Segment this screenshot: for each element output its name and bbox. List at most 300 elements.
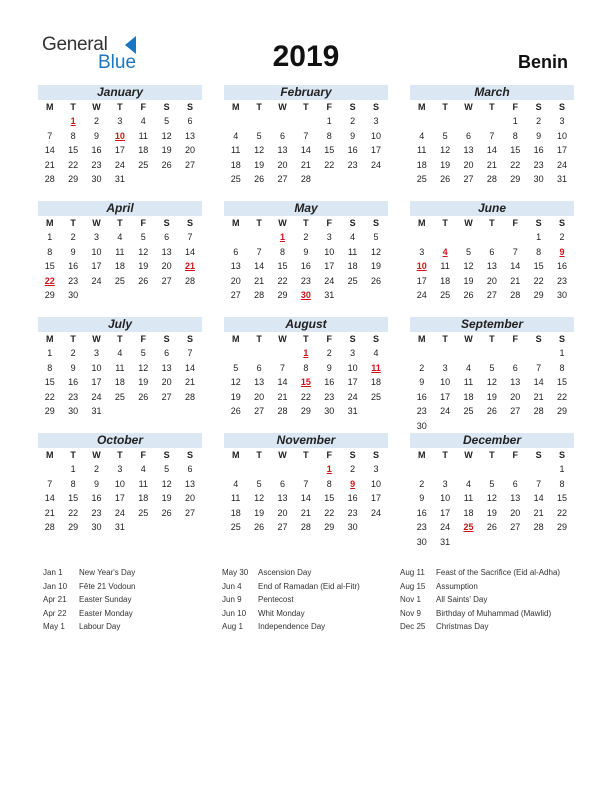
day-cell: 19 xyxy=(486,507,497,518)
day-cell: 15 xyxy=(44,261,55,272)
weekday-header: T xyxy=(303,450,309,460)
day-cell: 31 xyxy=(114,174,125,185)
day-cell: 5 xyxy=(256,478,262,489)
holiday-name: Ascension Day xyxy=(258,568,312,577)
day-cell: 25 xyxy=(440,290,451,301)
day-cell: 2 xyxy=(419,362,425,373)
weekday-header: W xyxy=(92,218,101,228)
holiday-item xyxy=(222,607,412,621)
day-cell: 4 xyxy=(233,478,239,489)
weekday-header: F xyxy=(140,450,146,460)
day-cell: 22 xyxy=(44,391,55,402)
day-cell: 19 xyxy=(138,377,149,388)
day-cell: 31 xyxy=(91,406,102,417)
weekday-header: T xyxy=(70,102,76,112)
day-cell: 1 xyxy=(326,116,332,126)
holiday-name: New Year's Day xyxy=(79,568,136,577)
day-cell: 10 xyxy=(91,362,102,373)
day-cell: 20 xyxy=(277,507,288,518)
day-cell: 20 xyxy=(185,145,196,156)
day-cell: 10 xyxy=(440,377,451,388)
day-cell: 16 xyxy=(324,377,335,388)
day-cell: 23 xyxy=(68,391,79,402)
day-cell xyxy=(433,346,456,361)
day-cell: 22 xyxy=(557,391,568,402)
day-cell: 3 xyxy=(373,464,379,474)
holiday-item xyxy=(222,580,412,594)
week-row xyxy=(224,172,388,187)
day-cell: 17 xyxy=(440,507,451,518)
day-cell: 18 xyxy=(347,261,358,272)
weekday-header: S xyxy=(349,450,356,460)
day-cell: 30 xyxy=(416,420,427,431)
day-cell: 23 xyxy=(347,159,358,170)
holiday-date: Jun 9 xyxy=(222,595,242,605)
day-cell: 9 xyxy=(303,246,309,257)
day-cell xyxy=(457,535,480,550)
holiday-date: Nov 9 xyxy=(400,608,421,618)
weekday-header: W xyxy=(278,218,287,228)
holiday-column xyxy=(43,566,233,634)
day-cell xyxy=(155,172,178,187)
weekday-header: T xyxy=(303,102,309,112)
day-cell: 8 xyxy=(326,130,332,141)
day-cell: 10 xyxy=(371,478,382,489)
week-row xyxy=(410,375,574,390)
month-name: December xyxy=(410,433,574,448)
weekday-header: W xyxy=(92,334,101,344)
day-cell: 10 xyxy=(324,246,335,257)
day-cell: 31 xyxy=(324,290,335,301)
weekday-header-row xyxy=(410,332,574,346)
day-cell xyxy=(457,419,480,434)
week-row xyxy=(410,491,574,506)
day-cell: 5 xyxy=(140,232,146,242)
day-cell: 5 xyxy=(442,130,448,141)
day-cell: 9 xyxy=(93,130,99,141)
day-cell xyxy=(364,288,387,303)
day-cell: 26 xyxy=(230,406,241,417)
week-row xyxy=(38,462,202,477)
weekday-header: S xyxy=(535,334,542,344)
day-cell xyxy=(155,288,178,303)
day-cell: 26 xyxy=(138,391,149,402)
week-row xyxy=(410,520,574,535)
day-cell: 29 xyxy=(557,522,568,533)
day-cell: 18 xyxy=(114,261,125,272)
day-cell xyxy=(550,419,573,434)
weekday-header: S xyxy=(187,102,194,112)
day-cell: 25 xyxy=(114,391,125,402)
weekday-header: S xyxy=(163,102,170,112)
day-cell: 12 xyxy=(371,246,382,257)
day-cell: 25 xyxy=(371,391,382,402)
day-cell: 15 xyxy=(44,377,55,388)
day-cell: 15 xyxy=(510,145,521,156)
day-cell: 12 xyxy=(138,246,149,257)
day-cell: 18 xyxy=(138,145,149,156)
week-row xyxy=(410,477,574,492)
day-cell: 15 xyxy=(533,261,544,272)
day-cell: 12 xyxy=(254,493,265,504)
day-cell: 5 xyxy=(256,130,262,141)
day-cell xyxy=(271,114,294,129)
weekday-header: M xyxy=(231,334,240,344)
holiday-date: Aug 1 xyxy=(222,622,243,632)
day-cell: 2 xyxy=(350,116,356,126)
week-row xyxy=(410,245,574,260)
day-cell: 1 xyxy=(70,464,76,474)
month-march xyxy=(410,85,574,187)
day-cell xyxy=(480,346,503,361)
weekday-header: T xyxy=(442,218,448,228)
day-cell: 7 xyxy=(536,362,542,373)
day-cell: 7 xyxy=(512,246,518,257)
weekday-header: M xyxy=(417,334,426,344)
day-cell: 19 xyxy=(254,159,265,170)
day-cell: 28 xyxy=(44,522,55,533)
month-september xyxy=(410,317,574,434)
day-cell xyxy=(550,535,573,550)
day-cell: 8 xyxy=(536,246,542,257)
day-cell: 10 xyxy=(440,493,451,504)
day-cell: 24 xyxy=(114,507,125,518)
weekday-header-row xyxy=(38,100,202,114)
day-cell: 9 xyxy=(70,246,76,257)
week-row xyxy=(224,462,388,477)
day-cell: 9 xyxy=(93,478,99,489)
holiday-day-cell: 9 xyxy=(559,246,565,257)
day-cell: 22 xyxy=(277,275,288,286)
day-cell: 11 xyxy=(463,493,474,504)
day-cell: 22 xyxy=(324,507,335,518)
day-cell: 28 xyxy=(510,290,521,301)
month-july xyxy=(38,317,202,419)
week-row xyxy=(410,158,574,173)
holiday-day-cell: 4 xyxy=(442,246,448,257)
day-cell: 20 xyxy=(185,493,196,504)
week-row xyxy=(38,274,202,289)
day-cell: 14 xyxy=(185,246,196,257)
day-cell xyxy=(527,535,550,550)
holiday-name: Fête 21 Vodoun xyxy=(79,581,136,591)
day-cell: 29 xyxy=(44,406,55,417)
week-row xyxy=(38,129,202,144)
country-title: Benin xyxy=(517,52,568,72)
day-cell xyxy=(504,230,527,245)
weekday-header: F xyxy=(140,102,146,112)
day-cell: 15 xyxy=(557,493,568,504)
week-row xyxy=(410,361,574,376)
month-january xyxy=(38,85,202,187)
week-row xyxy=(38,346,202,361)
day-cell: 16 xyxy=(533,145,544,156)
day-cell: 17 xyxy=(371,145,382,156)
holiday-name: Pentecost xyxy=(258,595,294,605)
day-cell: 3 xyxy=(93,348,99,358)
day-cell xyxy=(364,404,387,419)
day-cell: 7 xyxy=(303,130,309,141)
day-cell: 15 xyxy=(68,145,79,156)
day-cell: 28 xyxy=(277,406,288,417)
day-cell xyxy=(224,114,247,129)
day-cell xyxy=(433,114,456,129)
day-cell xyxy=(132,404,155,419)
week-row xyxy=(224,346,388,361)
day-cell xyxy=(294,114,317,129)
holiday-date: Apr 21 xyxy=(43,595,67,605)
day-cell: 18 xyxy=(114,377,125,388)
day-cell: 5 xyxy=(140,348,146,358)
day-cell: 17 xyxy=(114,145,125,156)
day-cell: 8 xyxy=(559,478,565,489)
day-cell: 16 xyxy=(91,493,102,504)
holiday-item xyxy=(43,607,233,621)
month-june xyxy=(410,201,574,303)
week-row xyxy=(410,346,574,361)
day-cell: 8 xyxy=(303,362,309,373)
day-cell: 23 xyxy=(324,391,335,402)
day-cell: 19 xyxy=(161,493,172,504)
day-cell: 16 xyxy=(347,493,358,504)
day-cell xyxy=(224,462,247,477)
day-cell: 26 xyxy=(371,275,382,286)
day-cell: 20 xyxy=(510,391,521,402)
holiday-name: All Saints' Day xyxy=(436,595,488,605)
day-cell: 6 xyxy=(512,478,518,489)
day-cell: 19 xyxy=(138,261,149,272)
day-cell: 26 xyxy=(254,522,265,533)
day-cell xyxy=(178,288,201,303)
day-cell xyxy=(433,419,456,434)
week-row xyxy=(224,143,388,158)
day-cell: 22 xyxy=(300,391,311,402)
month-november xyxy=(224,433,388,535)
day-cell: 23 xyxy=(91,507,102,518)
weekday-header: W xyxy=(92,102,101,112)
day-cell: 6 xyxy=(233,246,239,257)
day-cell: 23 xyxy=(416,406,427,417)
day-cell: 18 xyxy=(371,377,382,388)
holiday-day-cell: 11 xyxy=(371,362,381,373)
weekday-header: S xyxy=(373,450,380,460)
day-cell: 11 xyxy=(115,362,125,373)
weekday-header: F xyxy=(140,334,146,344)
weekday-header: T xyxy=(489,218,495,228)
holiday-day-cell: 15 xyxy=(300,377,311,388)
weekday-header: S xyxy=(535,218,542,228)
month-name: June xyxy=(410,201,574,216)
holiday-column xyxy=(400,566,590,634)
month-may xyxy=(224,201,388,303)
day-cell: 3 xyxy=(117,116,123,126)
day-cell: 21 xyxy=(510,275,521,286)
day-cell: 27 xyxy=(277,522,288,533)
day-cell: 17 xyxy=(416,275,427,286)
day-cell: 6 xyxy=(164,232,170,242)
weekday-header: W xyxy=(278,102,287,112)
holiday-name: Easter Sunday xyxy=(79,595,132,605)
weekday-header-row xyxy=(38,216,202,230)
day-cell: 10 xyxy=(114,478,125,489)
month-name: September xyxy=(410,317,574,332)
day-cell: 28 xyxy=(533,522,544,533)
day-cell: 25 xyxy=(416,174,427,185)
day-cell: 16 xyxy=(91,145,102,156)
day-cell: 4 xyxy=(117,348,123,358)
day-cell: 21 xyxy=(277,391,288,402)
weekday-header: F xyxy=(512,450,518,460)
holiday-date: Jun 4 xyxy=(222,581,242,591)
week-row xyxy=(38,506,202,521)
day-cell: 27 xyxy=(230,290,241,301)
day-cell: 30 xyxy=(416,536,427,547)
week-row xyxy=(410,404,574,419)
month-april xyxy=(38,201,202,303)
weekday-header: F xyxy=(140,218,146,228)
week-row xyxy=(224,520,388,535)
day-cell xyxy=(433,462,456,477)
day-cell xyxy=(480,535,503,550)
weekday-header: T xyxy=(442,450,448,460)
holiday-date: Jun 10 xyxy=(222,608,247,618)
week-row xyxy=(38,520,202,535)
day-cell: 8 xyxy=(279,246,285,257)
day-cell xyxy=(132,520,155,535)
day-cell: 11 xyxy=(231,145,241,156)
day-cell xyxy=(132,172,155,187)
week-row xyxy=(410,259,574,274)
day-cell: 22 xyxy=(68,159,79,170)
day-cell: 27 xyxy=(161,275,172,286)
day-cell: 15 xyxy=(324,493,335,504)
day-cell: 6 xyxy=(279,478,285,489)
day-cell: 15 xyxy=(277,261,288,272)
week-row xyxy=(224,259,388,274)
holiday-item xyxy=(43,593,233,607)
day-cell: 2 xyxy=(70,232,76,242)
day-cell: 9 xyxy=(536,130,542,141)
day-cell: 21 xyxy=(533,507,544,518)
day-cell: 26 xyxy=(486,522,497,533)
holiday-item xyxy=(400,607,590,621)
day-cell: 15 xyxy=(68,493,79,504)
day-cell xyxy=(364,520,387,535)
day-cell: 3 xyxy=(350,348,356,358)
day-cell xyxy=(410,114,433,129)
weekday-header: S xyxy=(559,334,566,344)
day-cell xyxy=(294,462,317,477)
weekday-header: M xyxy=(417,218,426,228)
week-row xyxy=(224,506,388,521)
day-cell: 23 xyxy=(68,275,79,286)
holiday-item xyxy=(222,620,412,634)
day-cell: 7 xyxy=(256,246,262,257)
day-cell: 1 xyxy=(536,232,542,242)
day-cell: 19 xyxy=(254,507,265,518)
holiday-name: Christmas Day xyxy=(436,622,489,632)
weekday-header: T xyxy=(489,450,495,460)
day-cell: 23 xyxy=(533,159,544,170)
day-cell xyxy=(527,462,550,477)
day-cell: 15 xyxy=(557,377,568,388)
day-cell: 20 xyxy=(277,159,288,170)
day-cell: 26 xyxy=(138,275,149,286)
week-row xyxy=(224,230,388,245)
day-cell xyxy=(155,520,178,535)
day-cell: 17 xyxy=(440,391,451,402)
day-cell: 24 xyxy=(371,507,382,518)
day-cell: 5 xyxy=(489,362,495,373)
day-cell: 10 xyxy=(347,362,358,373)
weekday-header: S xyxy=(349,334,356,344)
holiday-day-cell: 25 xyxy=(463,522,474,533)
day-cell: 31 xyxy=(114,522,125,533)
weekday-header: M xyxy=(417,102,426,112)
day-cell: 20 xyxy=(161,377,172,388)
weekday-header: M xyxy=(45,334,54,344)
week-row xyxy=(38,288,202,303)
day-cell: 28 xyxy=(44,174,55,185)
day-cell: 14 xyxy=(533,377,544,388)
day-cell: 8 xyxy=(70,130,76,141)
day-cell xyxy=(504,419,527,434)
holiday-item xyxy=(400,593,590,607)
day-cell: 14 xyxy=(300,493,311,504)
day-cell: 12 xyxy=(138,362,149,373)
week-row xyxy=(38,361,202,376)
weekday-header: T xyxy=(442,334,448,344)
day-cell: 28 xyxy=(533,406,544,417)
day-cell: 15 xyxy=(324,145,335,156)
day-cell: 5 xyxy=(164,116,170,126)
day-cell: 28 xyxy=(300,522,311,533)
weekday-header: S xyxy=(163,218,170,228)
weekday-header: S xyxy=(373,102,380,112)
day-cell: 21 xyxy=(185,377,196,388)
day-cell: 18 xyxy=(138,493,149,504)
day-cell: 13 xyxy=(463,145,474,156)
month-december xyxy=(410,433,574,550)
day-cell: 25 xyxy=(230,174,241,185)
day-cell: 20 xyxy=(510,507,521,518)
day-cell: 4 xyxy=(373,348,379,358)
day-cell: 22 xyxy=(324,159,335,170)
day-cell: 27 xyxy=(277,174,288,185)
day-cell: 12 xyxy=(440,145,451,156)
weekday-header: T xyxy=(489,334,495,344)
day-cell: 6 xyxy=(512,362,518,373)
weekday-header-row xyxy=(410,100,574,114)
day-cell: 14 xyxy=(185,362,196,373)
day-cell: 2 xyxy=(70,348,76,358)
day-cell: 29 xyxy=(68,174,79,185)
day-cell: 21 xyxy=(44,507,55,518)
day-cell: 6 xyxy=(187,464,193,474)
month-february xyxy=(224,85,388,187)
day-cell: 7 xyxy=(187,232,193,242)
day-cell: 8 xyxy=(70,478,76,489)
month-name: March xyxy=(410,85,574,100)
holiday-day-cell: 10 xyxy=(114,130,125,141)
day-cell: 10 xyxy=(557,130,568,141)
week-row xyxy=(38,390,202,405)
day-cell: 13 xyxy=(277,493,288,504)
day-cell xyxy=(178,520,201,535)
weekday-header: W xyxy=(464,450,473,460)
day-cell: 20 xyxy=(254,391,265,402)
month-august xyxy=(224,317,388,419)
